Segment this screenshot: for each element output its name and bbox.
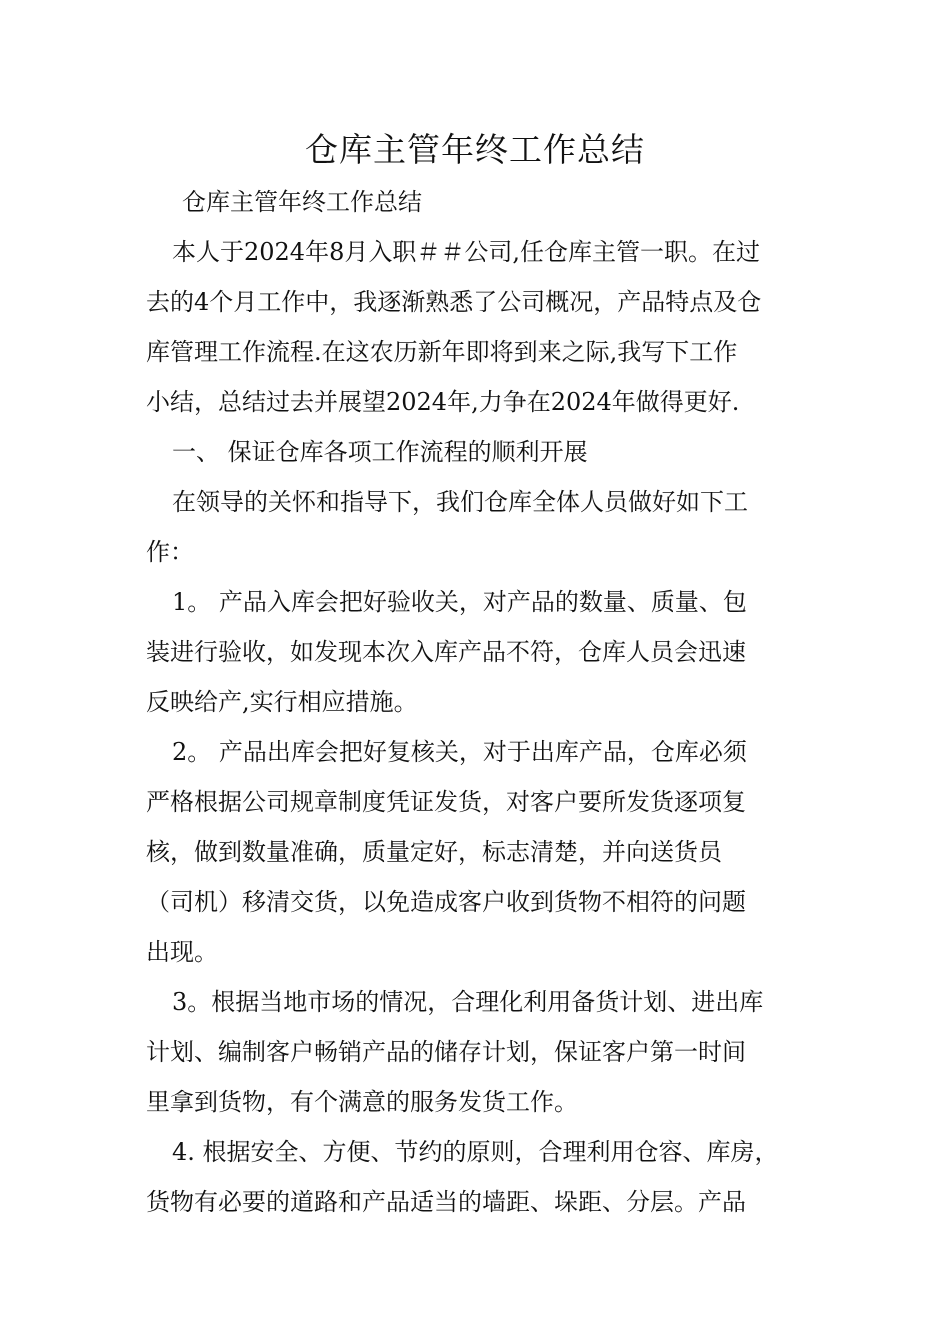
paragraph-line: 1。 产品入库会把好验收关，对产品的数量、质量、包 [172, 588, 747, 616]
paragraph-line: 里拿到货物，有个满意的服务发货工作。 [146, 1088, 578, 1116]
section-heading [146, 427, 810, 477]
paragraph-line: 货物有必要的道路和产品适当的墙距、垛距、分层。产品 [146, 1188, 746, 1216]
paragraph-line: 在领导的关怀和指导下，我们仓库全体人员做好如下工 [172, 488, 748, 516]
paragraph-line: 出现。 [146, 938, 218, 966]
paragraph-line: 本人于2024年8月入职＃＃公司,任仓库主管一职。在过 [172, 238, 760, 266]
subtitle-line: 仓库主管年终工作总结 [182, 188, 422, 216]
list-item-1 [146, 577, 810, 727]
paragraph-line: 去的4个月工作中，我逐渐熟悉了公司概况，产品特点及仓 [146, 288, 762, 316]
list-item-4 [146, 1127, 810, 1227]
paragraph-line: 反映给产,实行相应措施。 [146, 688, 418, 716]
document-subtitle [146, 177, 810, 227]
paragraph-line: （司机）移清交货，以免造成客户收到货物不相符的问题 [146, 888, 746, 916]
paragraph-line: 作： [146, 538, 194, 566]
paragraph-line: 2。 产品出库会把好复核关，对于出库产品，仓库必须 [172, 738, 747, 766]
paragraph-line: 4. 根据安全、方便、节约的原则，合理利用仓容、库房， [172, 1138, 779, 1166]
paragraph-line: 库管理工作流程.在这农历新年即将到来之际,我写下工作 [146, 338, 738, 366]
section-intro-paragraph [146, 477, 810, 577]
document-body [146, 177, 810, 1227]
paragraph-line: 计划、编制客户畅销产品的储存计划，保证客户第一时间 [146, 1038, 746, 1066]
paragraph-line: 装进行验收，如发现本次入库产品不符，仓库人员会迅速 [146, 638, 746, 666]
section-heading-line: 一、 保证仓库各项工作流程的顺利开展 [172, 438, 588, 466]
intro-paragraph [146, 227, 810, 427]
list-item-3 [146, 977, 810, 1127]
paragraph-line: 核，做到数量准确，质量定好，标志清楚，并向送货员 [146, 838, 722, 866]
paragraph-line: 小结，总结过去并展望2024年,力争在2024年做得更好. [146, 388, 740, 416]
document-title: 仓库主管年终工作总结 [305, 130, 645, 169]
paragraph-line: 3。根据当地市场的情况，合理化利用备货计划、进出库 [172, 988, 764, 1016]
list-item-2 [146, 727, 810, 977]
paragraph-line: 严格根据公司规章制度凭证发货，对客户要所发货逐项复 [146, 788, 746, 816]
